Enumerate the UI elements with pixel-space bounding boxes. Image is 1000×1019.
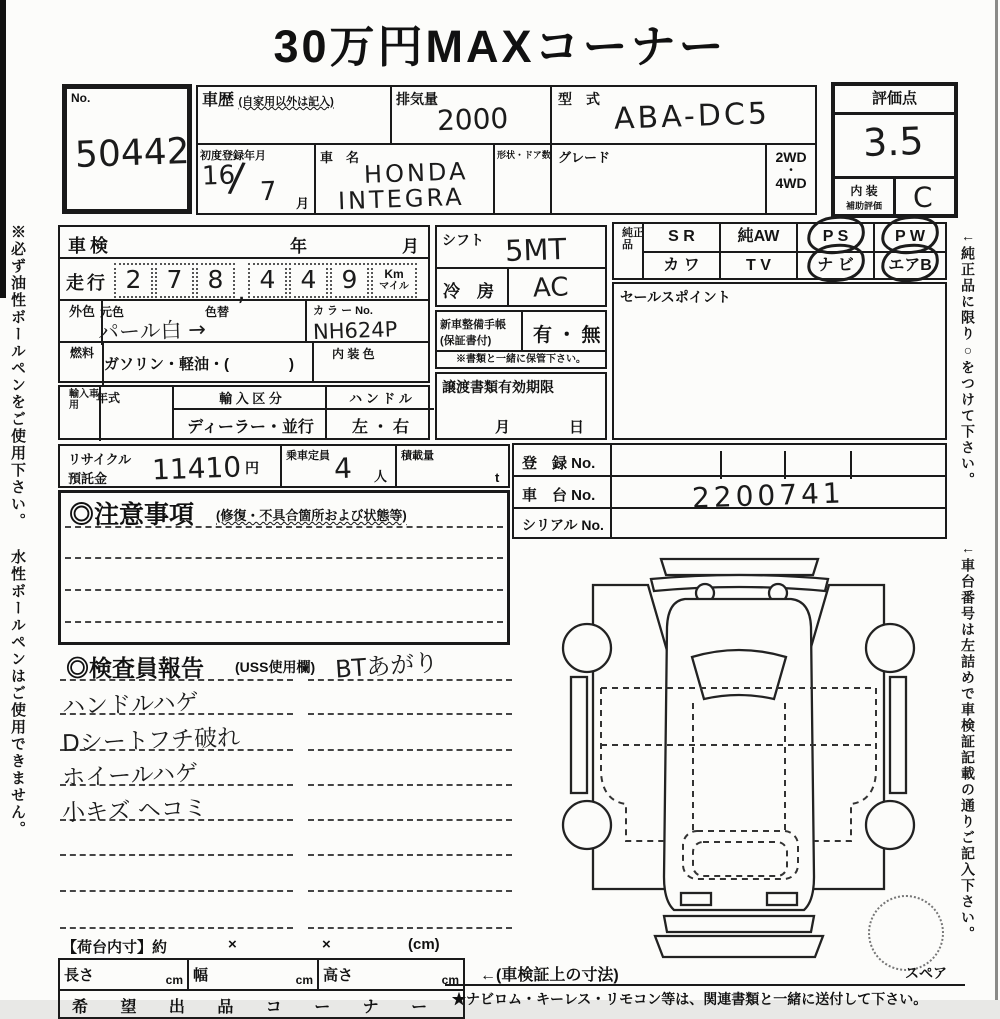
car-name-box [314, 143, 495, 215]
import-row [58, 385, 430, 440]
service-book-divider [521, 312, 523, 350]
footer-rule [445, 984, 965, 986]
windshield [692, 650, 786, 699]
interior-grade-label-2: 補助評価 [845, 201, 882, 211]
first-registration-box [196, 143, 316, 215]
mileage-digit: 7 [166, 265, 183, 294]
load-label: 積載量 [401, 450, 434, 462]
handle-label: ハ ン ド ル [327, 387, 434, 410]
mileage-digit-cell [330, 263, 369, 298]
caution-line [65, 526, 503, 528]
recycle-label [68, 449, 131, 487]
recycle-row [58, 444, 510, 488]
right-margin-note-chassis: ←車台番号は左詰めで車検証記載の通りご記入下さい。 [960, 540, 976, 942]
left-margin-note: ※必ず油性ボールペンをご使用下さい。 水性ボールペンはご使用できません。 [9, 224, 26, 838]
drive-2wd: 2WD [775, 149, 807, 165]
option-label: エアB [888, 257, 932, 274]
corner-row [58, 989, 465, 1019]
transfer-month: 月 [495, 419, 511, 436]
caution-line [65, 621, 503, 623]
shift-value: 5MT [504, 231, 567, 269]
recycle-label-2: 預託金 [68, 471, 108, 486]
drive-4wd: 4WD [775, 175, 807, 191]
inspector-subtitle: (USS使用欄) [235, 659, 316, 675]
handle-options: 左 ・ 右 [352, 419, 409, 436]
recycle-value: 11410 [151, 450, 242, 487]
tail-light-left [681, 893, 711, 905]
corner-label: 希 望 出 品 コ ー ナ ー [72, 999, 442, 1016]
mileage-row [58, 257, 430, 308]
option-aw [719, 224, 796, 251]
score-value: 3.5 [862, 118, 925, 166]
model-code-label: 型 式 [558, 91, 600, 107]
history-note: (自家用以外は記入) [238, 96, 334, 108]
transfer-day: 日 [569, 419, 585, 436]
interior-color-cell [312, 343, 434, 381]
inspector-title: ◎検査員報告 [66, 655, 204, 681]
option-label: カ ワ [663, 257, 700, 274]
scan-edge-right [995, 0, 998, 1000]
send-note: ★ナビロム・キーレス・リモコン等は、関連書類と一緒に送付して下さい。 [452, 991, 928, 1007]
exterior-color-row [58, 299, 430, 343]
doc-dims-note: ←(車検証上の寸法) [480, 967, 619, 984]
displacement-label: 排気量 [396, 91, 438, 107]
report-line [308, 890, 512, 892]
report-line [60, 679, 293, 681]
option-label: 純AW [737, 228, 780, 245]
recycle-unit: 円 [245, 460, 259, 476]
chassis-no-label: 車 台 No. [522, 487, 596, 504]
cooling-label: 冷 房 [443, 282, 494, 301]
mileage-unit-km: Km [384, 267, 404, 281]
reg-no-label: 登 録 No. [522, 455, 596, 472]
import-class-options: ディーラー・並行 [187, 419, 314, 436]
option-airbag [873, 251, 945, 278]
shaken-year: 年 [290, 237, 307, 256]
fuel-label: 燃料 [60, 343, 104, 385]
mileage-digit: 4 [259, 265, 276, 294]
service-book-label-2: (保証書付) [440, 335, 492, 347]
option-tv [719, 251, 796, 278]
finding-1: ハンドルハゲ [61, 689, 199, 721]
sales-point-label: セールスポイント [620, 289, 731, 305]
length-unit: cm [165, 973, 183, 987]
import-year-label: 年式 [96, 391, 121, 405]
option-navi [796, 251, 873, 278]
height-label: 高さ [323, 967, 354, 984]
wheel-rear-left [563, 801, 611, 849]
report-line [308, 927, 512, 929]
car-name-label: 車 名 [320, 150, 360, 165]
fuel-options: ガソリン・軽油・( ) [104, 356, 294, 373]
mileage-unit-mile: マイル [379, 281, 409, 292]
shape-doors-box [493, 143, 552, 215]
load-cell [395, 446, 514, 486]
mileage-digit-cell [114, 263, 153, 298]
report-line [308, 713, 512, 715]
wheel-rear-right [866, 801, 914, 849]
grade-box [550, 143, 767, 215]
mileage-digit: 9 [341, 265, 358, 294]
color-change-label: 色替 [205, 305, 230, 319]
report-line [60, 854, 293, 856]
transfer-docs-label: 譲渡書類有効期限 [442, 379, 554, 395]
score-label: 評価点 [871, 90, 917, 107]
import-label: 輸入車用 [60, 387, 101, 441]
option-sr [642, 224, 719, 251]
bed-dims-label: 【荷台内寸】約 [62, 939, 168, 956]
color-no-cell [305, 301, 434, 345]
length-cell [58, 958, 189, 991]
model-code-value: ABA-DC5 [613, 96, 771, 137]
mileage-digit-cell [196, 263, 235, 298]
base-color-value: パール白 → [97, 317, 207, 345]
recycle-label-1: リサイクル [68, 452, 132, 467]
shape-doors-label: 形状・ドア数 [497, 150, 551, 160]
report-line [60, 927, 293, 929]
option-label: T V [746, 257, 771, 274]
displacement-box [390, 85, 552, 145]
report-line [308, 819, 512, 821]
lot-no-value: 50442 [74, 131, 191, 176]
cooling-divider [507, 269, 509, 305]
width-label: 幅 [193, 967, 209, 984]
inspector-remark: BTあがり [334, 648, 440, 684]
service-book-options: 有 ・ 無 [533, 325, 601, 346]
cooling-value: AC [532, 272, 569, 304]
bed-dims-x2: × [322, 936, 331, 953]
height-cell [317, 958, 465, 991]
shaken-month: 月 [402, 237, 419, 256]
handle-cell [325, 387, 434, 438]
capacity-label: 乗車定員 [286, 450, 330, 462]
color-no-value: NH624P [312, 317, 398, 345]
score-box [831, 82, 958, 218]
left-sill [571, 677, 587, 793]
first-reg-year: 16 [201, 160, 236, 192]
mileage-digit-cell [155, 263, 194, 298]
first-registration-label: 初度登録年月 [200, 150, 266, 162]
interior-grade-label-1: 内 装 [850, 184, 878, 198]
service-book-label [440, 316, 506, 348]
car-name-line2: INTEGRA [337, 182, 466, 216]
transfer-docs-box [435, 372, 607, 440]
finding-2: Dシートフチ破れ [61, 724, 241, 758]
history-box [196, 85, 392, 145]
mileage-comma: , [236, 276, 246, 308]
report-line [308, 784, 512, 786]
car-body [664, 599, 814, 910]
service-book-box [435, 310, 607, 352]
mileage-unit-cell [371, 263, 417, 298]
lot-no-box [62, 84, 192, 214]
spare-label: スペア [905, 965, 947, 981]
cautions-title: ◎注意事項 [69, 501, 195, 529]
report-line [308, 749, 512, 751]
interior-grade-label [835, 179, 896, 217]
front-cowl [651, 575, 828, 591]
wheel-front-left [563, 624, 611, 672]
first-reg-unit: 月 [296, 196, 310, 211]
interior-grade-row [835, 176, 954, 217]
tail-light-right [767, 893, 797, 905]
chassis-divider [610, 477, 612, 507]
bed-dims-x1: × [228, 936, 237, 953]
sales-point-box [612, 282, 947, 440]
chassis-no-row [512, 475, 947, 515]
option-label: P W [895, 228, 925, 245]
drive-box [765, 143, 817, 215]
finding-4: 小キズ ヘコミ [61, 795, 208, 827]
cautions-subtitle: (修復・不具合箇所および状態等) [216, 508, 407, 523]
right-margin-note-genuine: ←純正品に限り○をつけて下さい。 [960, 228, 976, 488]
drive-dot: ・ [784, 163, 797, 177]
bed-dims-unit: (cm) [408, 936, 440, 953]
interior-grade-value: C [912, 180, 934, 215]
height-unit: cm [441, 973, 459, 987]
rear-bumper [664, 916, 814, 932]
mileage-digit-cell [289, 263, 328, 298]
exterior-color-label: 外色 [60, 301, 103, 345]
history-label: 車歴 [202, 92, 235, 109]
option-label: ナ ビ [817, 257, 854, 274]
shift-label: シフト [442, 232, 484, 248]
color-no-label: カ ラ ー No. [313, 305, 373, 317]
capacity-unit: 人 [374, 469, 388, 484]
mileage-digit: 8 [207, 265, 224, 294]
shaken-row [58, 225, 430, 259]
serial-divider [610, 509, 612, 537]
right-sill [890, 677, 906, 793]
grade-label: グレード [558, 150, 611, 165]
page-title: 30万円MAXコーナー [273, 21, 727, 72]
first-reg-month: 7 [259, 176, 278, 208]
width-cell [187, 958, 319, 991]
interior-color-label: 内 装 色 [332, 347, 375, 361]
option-leather [642, 251, 719, 278]
rear-skirt [655, 936, 823, 957]
caution-line [65, 589, 503, 591]
keep-note-strip [435, 350, 607, 369]
shift-box [435, 225, 607, 269]
mileage-label: 走行 [66, 273, 108, 293]
shaken-label: 車検 [68, 236, 112, 256]
capacity-value: 4 [333, 451, 353, 486]
chassis-no-value: 2200741 [691, 476, 846, 515]
import-class-label: 輸 入 区 分 [174, 387, 327, 410]
length-label: 長さ [64, 967, 95, 984]
option-label: S R [668, 228, 695, 245]
cooling-box [435, 267, 607, 307]
report-line [308, 679, 512, 681]
spare-tire-circle [868, 895, 944, 971]
car-name-line1: HONDA [363, 157, 469, 189]
cautions-box [58, 490, 510, 645]
width-unit: cm [295, 973, 313, 987]
displacement-value: 2000 [436, 101, 509, 138]
mileage-digit: 2 [125, 265, 142, 294]
genuine-parts-grid [612, 222, 947, 280]
serial-no-label: シリアル No. [522, 517, 604, 533]
capacity-cell [280, 446, 397, 486]
serial-no-row [512, 507, 947, 539]
fuel-row [58, 341, 430, 383]
lot-no-label: No. [71, 91, 91, 105]
option-label: P S [822, 228, 849, 245]
mileage-digit: 4 [300, 265, 317, 294]
mileage-digit-cell [248, 263, 287, 298]
service-book-label-1: 新車整備手帳 [440, 319, 506, 331]
model-code-box [550, 85, 817, 145]
base-color-label: 元色 [100, 305, 125, 319]
caution-line [65, 557, 503, 559]
finding-3: ホイールハゲ [61, 760, 199, 792]
reg-no-row [512, 443, 947, 477]
genuine-parts-label: 純正品 [622, 227, 644, 251]
score-header [835, 86, 954, 115]
first-reg-slash: / [226, 154, 247, 202]
front-bumper [661, 559, 818, 575]
report-line [60, 890, 293, 892]
keep-note: ※書類と一緒に保管下さい。 [456, 354, 586, 365]
load-unit: t [495, 470, 500, 485]
import-class-cell [172, 387, 327, 438]
reg-divider [610, 445, 612, 475]
wheel-front-right [866, 624, 914, 672]
report-line [308, 854, 512, 856]
